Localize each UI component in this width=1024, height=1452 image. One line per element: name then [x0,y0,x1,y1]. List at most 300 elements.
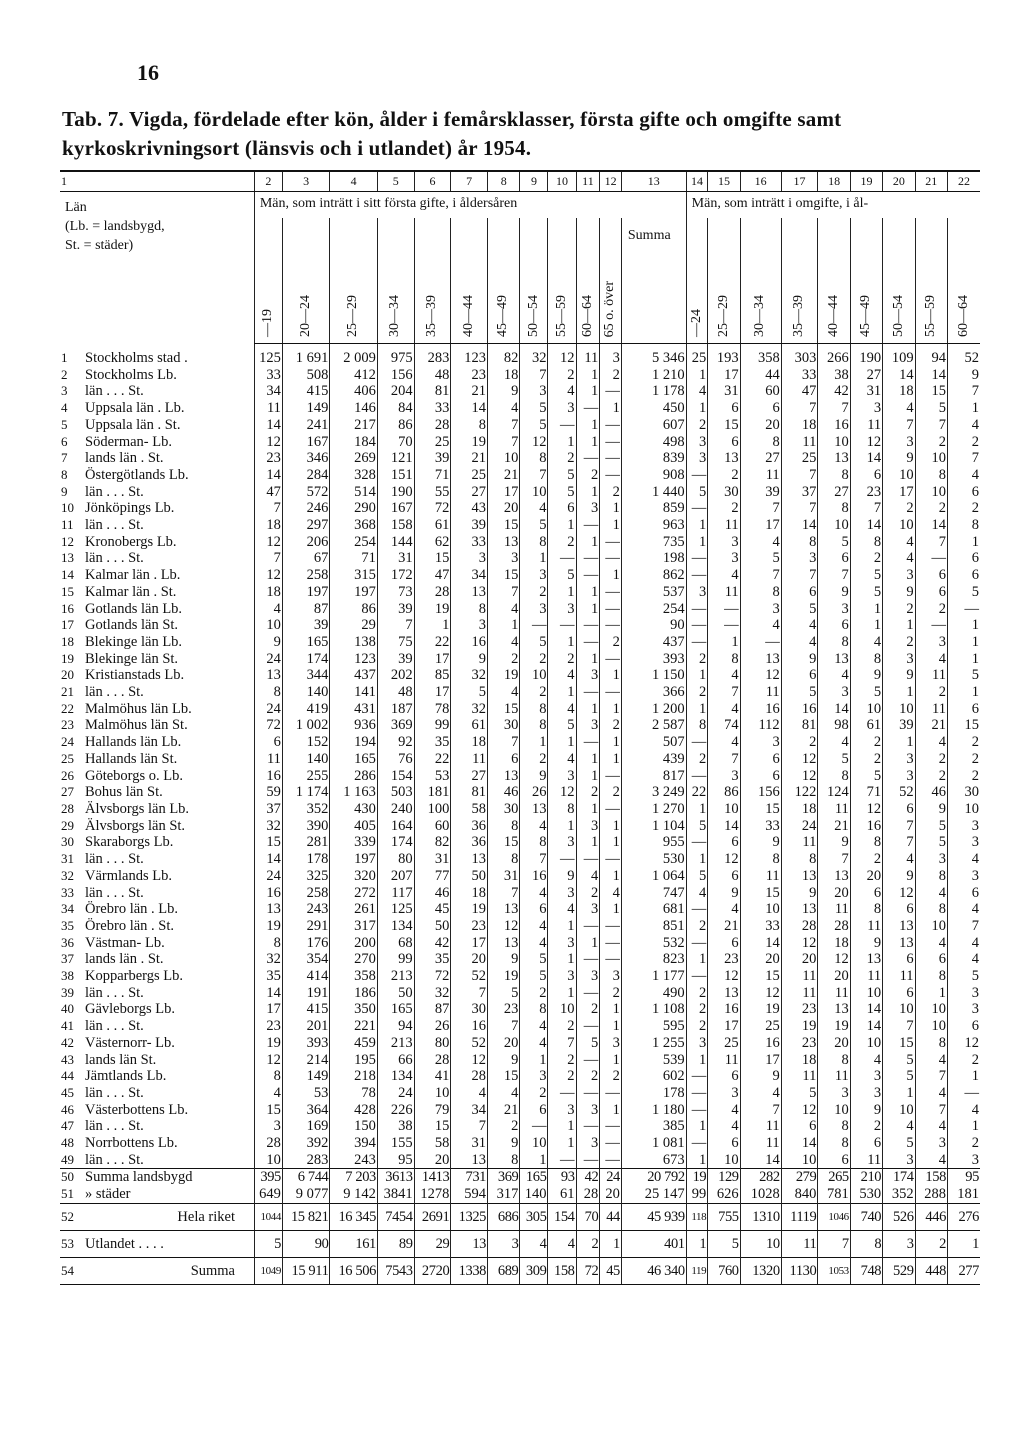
table-cell: — [576,617,600,634]
table-cell: 72 [254,717,282,734]
table-row [60,1001,980,1018]
table-cell: 21 [708,918,740,935]
table-cell: 7 [254,550,282,567]
table-cell: 2 [520,684,548,701]
column-number: 13 [621,171,686,192]
table-cell: 1 [686,1052,708,1069]
table-cell: 4 [548,667,576,684]
table-cell: 358 [740,344,781,367]
table-cell: 6 [947,484,980,501]
row-label [60,584,254,601]
table-cell: 283 [282,1152,330,1169]
table-cell: 936 [330,717,378,734]
table-cell: 4 [915,1152,947,1169]
table-row [60,868,980,885]
table-cell: 9 [740,1068,781,1085]
table-cell: — [947,601,980,618]
table-cell: 2 [686,684,708,701]
table-cell: 3 [520,601,548,618]
table-row [60,1102,980,1119]
table-cell: 3 [850,400,882,417]
row-number: 43 [61,1051,74,1067]
table-cell: 390 [282,818,330,835]
table-cell: 12 [781,1102,818,1119]
table-cell: 490 [621,985,686,1002]
table-cell: 7 [947,383,980,400]
table-cell: 10 [818,1102,850,1119]
table-cell: 35 [254,968,282,985]
table-cell: 164 [377,818,414,835]
table-cell: 72 [414,500,451,517]
table-cell: 11 [850,918,882,935]
table-cell: 2 [520,651,548,668]
table-cell: 94 [915,344,947,367]
table-cell: 12 [850,801,882,818]
table-cell: 392 [282,1135,330,1152]
region-name: Summa landsbygd [85,1169,193,1186]
table-cell: 197 [282,584,330,601]
table-cell: 7 [818,1230,850,1257]
row-label [60,985,254,1002]
table-cell: 1 [947,684,980,701]
table-cell: 14 [254,851,282,868]
table-cell: 4 [818,734,850,751]
age-label: 40—44 [460,295,476,337]
age-label: 60—64 [579,295,595,337]
table-cell: 8 [451,601,488,618]
table-cell: 32 [414,985,451,1002]
table-cell: 17 [708,1018,740,1035]
age-label: 50—54 [890,295,906,337]
table-cell: 428 [330,1102,378,1119]
table-cell: 7 [451,1118,488,1135]
table-cell: 5 [576,1035,600,1052]
table-cell: 25 [781,450,818,467]
table-cell: 2 [488,1118,520,1135]
age-label: 60—64 [955,295,971,337]
table-cell: 27 [850,367,882,384]
table-cell: 48 [414,367,451,384]
column-number: 16 [740,171,781,192]
table-cell: 5 [520,634,548,651]
table-cell: 1119 [781,1203,818,1230]
table-cell: 17 [708,367,740,384]
table-cell: 7 [254,500,282,517]
table-row [60,885,980,902]
region-name: län . . . St. [85,483,144,500]
table-cell: 1049 [254,1257,282,1284]
table-cell: 2 [488,651,520,668]
table-cell: 210 [850,1169,882,1186]
table-cell: 282 [740,1169,781,1186]
table-cell: 155 [377,1135,414,1152]
table-cell: 5 346 [621,344,686,367]
table-cell: 119 [686,1257,708,1284]
table-cell: 1 [548,818,576,835]
age-label: 40—44 [825,295,841,337]
table-cell: 152 [282,734,330,751]
table-cell: 8 [818,768,850,785]
table-cell: 39 [740,484,781,501]
table-cell: 1 104 [621,818,686,835]
table-cell: 10 [850,985,882,1002]
table-cell: 4 [708,901,740,918]
table-cell: 197 [330,851,378,868]
table-cell: 39 [414,450,451,467]
table-cell: 10 [915,1001,947,1018]
table-cell: 4 [947,467,980,484]
table-cell: 1 [600,567,622,584]
table-cell: 4 [488,601,520,618]
table-cell: 8 [850,651,882,668]
table-cell: 13 [488,534,520,551]
table-cell: 6 [883,985,915,1002]
table-cell: 1 [947,534,980,551]
table-cell: 50 [377,985,414,1002]
table-cell: 5 [520,951,548,968]
table-cell: 9 [488,951,520,968]
table-cell: 11 [708,517,740,534]
table-cell: 7 [915,1068,947,1085]
table-cell: 4 [850,634,882,651]
row-number: 4 [61,400,68,416]
table-row [60,684,980,701]
table-cell: 406 [330,383,378,400]
column-number: 12 [600,171,622,192]
table-cell: 5 [740,550,781,567]
table-cell: 305 [520,1203,548,1230]
table-cell: 72 [576,1257,600,1284]
table-cell: 184 [330,434,378,451]
table-cell: 12 [254,534,282,551]
table-cell: 9 [883,868,915,885]
table-cell: 3 [850,1068,882,1085]
table-cell: 3 [600,968,622,985]
table-cell: 22 [414,751,451,768]
table-cell: 28 [781,918,818,935]
table-cell: 4 [947,1102,980,1119]
table-cell: 1 [947,400,980,417]
table-cell: 11 [254,751,282,768]
table-cell: 431 [330,701,378,718]
table-cell: 4 [520,500,548,517]
table-cell: 67 [282,550,330,567]
table-cell: 1 [548,734,576,751]
table-cell: 4 [488,400,520,417]
table-cell: 2 [850,1118,882,1135]
group-header-remarriage: Män, som inträtt i omgifte, i ål- [686,192,980,219]
table-cell: 5 [520,517,548,534]
table-row [60,985,980,1002]
table-cell: 8 [740,851,781,868]
row-number: 30 [61,834,74,850]
table-cell: 15 [740,885,781,902]
table-row [60,851,980,868]
table-cell: 22 [686,784,708,801]
table-cell: 5 [520,417,548,434]
region-name: Blekinge län Lb. [85,633,183,650]
table-cell: 5 [254,1230,282,1257]
table-cell: 17 [254,1001,282,1018]
row-label [60,834,254,851]
table-cell: — [600,383,622,400]
table-cell: 9 [883,450,915,467]
table-cell: 15 [488,517,520,534]
table-cell: 78 [330,1085,378,1102]
table-cell: 11 [740,1135,781,1152]
table-cell: — [600,851,622,868]
table-cell: 4 [915,935,947,952]
table-cell: 3 [883,567,915,584]
table-cell: 1 [600,1102,622,1119]
table-cell: 3613 [377,1169,414,1186]
row-number: 20 [61,667,74,683]
table-cell: — [520,1118,548,1135]
table-cell: 31 [850,383,882,400]
table-cell: 1 440 [621,484,686,501]
table-row [60,1118,980,1135]
age-header [915,218,947,344]
table-cell: 138 [330,634,378,651]
table-cell: 13 [818,1001,850,1018]
table-cell: 10 [548,1001,576,1018]
table-cell: — [915,617,947,634]
table-row [60,517,980,534]
table-cell: 117 [377,885,414,902]
table-cell: 459 [330,1035,378,1052]
table-cell: 3 [686,584,708,601]
table-cell: 23 [781,1001,818,1018]
table-cell: 13 [883,918,915,935]
table-row [60,400,980,417]
table-cell: 6 [708,434,740,451]
table-cell: 6 [850,467,882,484]
table-cell: 46 [414,885,451,902]
table-cell: 5 [451,684,488,701]
table-cell: 6 [947,550,980,567]
table-cell: — [708,601,740,618]
table-cell: 8 [708,651,740,668]
table-cell: 1 [947,1118,980,1135]
table-cell: 5 [686,868,708,885]
table-cell: 11 [576,344,600,367]
table-cell: 1 [576,834,600,851]
table-cell: 16 [520,868,548,885]
table-cell: 181 [947,1186,980,1203]
table-cell: 817 [621,768,686,785]
table-cell: 4 [947,851,980,868]
table-cell: 81 [451,784,488,801]
table-cell: 32 [451,667,488,684]
table-cell: 6 [818,617,850,634]
table-cell: 1 [947,651,980,668]
table-cell: 4 [947,951,980,968]
table-cell: 8 [818,1135,850,1152]
table-cell: 241 [282,417,330,434]
table-cell: 6 [915,584,947,601]
table-cell: 24 [781,818,818,835]
table-cell: 2 [686,651,708,668]
table-row [60,951,980,968]
table-cell: 213 [377,1035,414,1052]
table-cell: 1 [600,1018,622,1035]
table-cell: 9 [451,651,488,668]
table-cell: 21 [915,717,947,734]
region-name: län . . . St. [85,851,144,868]
table-cell: 13 [451,1230,488,1257]
table-cell: 3 [947,868,980,885]
table-cell: — [600,434,622,451]
row-number: 19 [61,650,74,666]
table-cell: 7 [488,734,520,751]
table-cell: — [686,550,708,567]
table-cell: 10 [818,434,850,451]
row-number: 37 [61,951,74,967]
table-cell: — [686,1068,708,1085]
table-cell: — [548,1152,576,1169]
table-cell: 4 [947,901,980,918]
table-cell: 594 [451,1186,488,1203]
table-cell: — [686,1085,708,1102]
table-cell: 13 [883,935,915,952]
table-cell: — [947,1085,980,1102]
table-cell: 13 [740,651,781,668]
table-row [60,1230,980,1257]
region-name: Kronobergs Lb. [85,533,177,550]
table-cell: 10 [850,701,882,718]
table-cell: 18 [488,367,520,384]
table-cell: 8 [548,801,576,818]
table-cell: 7 [740,1102,781,1119]
table-cell: 14 [254,985,282,1002]
table-cell: 28 [414,1052,451,1069]
table-cell: 1 [548,517,576,534]
table-cell: 1320 [740,1257,781,1284]
table-cell: 7454 [377,1203,414,1230]
table-cell: 2 [850,851,882,868]
table-cell: 151 [377,467,414,484]
table-cell: 53 [414,768,451,785]
table-cell: 1 [600,868,622,885]
table-cell: 5 [850,684,882,701]
table-cell: 20 [600,1186,622,1203]
table-cell: 7 [818,851,850,868]
table-cell: 34 [451,1102,488,1119]
table-cell: 4 [520,818,548,835]
table-cell: 204 [377,383,414,400]
table-cell: 2 [883,634,915,651]
table-cell: 9 [520,768,548,785]
table-cell: 25 [451,467,488,484]
table-cell: 81 [414,383,451,400]
table-row [60,1169,980,1186]
table-cell: 9 [850,1102,882,1119]
row-number: 1 [61,349,68,365]
table-cell: 18 [451,734,488,751]
table-cell: 352 [883,1186,915,1203]
table-cell: 100 [414,801,451,818]
table-cell: 286 [330,768,378,785]
table-cell: 23 [451,367,488,384]
table-cell: 5 [818,751,850,768]
table-cell: 24 [254,868,282,885]
table-cell: 165 [282,634,330,651]
table-cell: 4 [708,667,740,684]
table-row [60,534,980,551]
table-cell: 350 [330,1001,378,1018]
table-cell: 1310 [740,1203,781,1230]
table-cell: 21 [488,1102,520,1119]
table-cell: 3841 [377,1186,414,1203]
table-cell: 415 [282,383,330,400]
table-cell: 3 [883,651,915,668]
table-cell: 4 [883,1118,915,1135]
table-cell: 2 [576,1230,600,1257]
table-cell: 42 [576,1169,600,1186]
row-label [60,467,254,484]
age-label: 25—29 [715,295,731,337]
table-cell: 8 [850,534,882,551]
column-number: 19 [850,171,882,192]
table-cell: 35 [414,734,451,751]
table-cell: 419 [282,701,330,718]
table-cell: 8 [947,517,980,534]
table-cell: 6 [883,951,915,968]
table-cell: 1 [548,985,576,1002]
table-cell: 395 [254,1169,282,1186]
table-cell: 5 [488,985,520,1002]
table-cell: 1 [548,1135,576,1152]
table-cell: 4 [781,634,818,651]
table-cell: 43 [451,500,488,517]
table-cell: 4 [708,1102,740,1119]
table-cell: 3 [548,601,576,618]
table-cell: 23 [850,484,882,501]
table-cell: 7 [377,617,414,634]
table-cell: 17 [488,484,520,501]
row-label [60,784,254,801]
table-cell: 526 [883,1203,915,1230]
row-number: 13 [61,550,74,566]
table-cell: 437 [330,667,378,684]
table-cell: 1 [883,1085,915,1102]
table-cell: 3 [576,667,600,684]
table-cell: 11 [254,400,282,417]
table-cell: 2 [915,434,947,451]
table-cell: 15 [488,567,520,584]
table-row [60,500,980,517]
table-cell: 165 [377,1001,414,1018]
table-cell: 37 [254,801,282,818]
table-cell: 45 939 [621,1203,686,1230]
table-cell: 1 [548,1118,576,1135]
table-cell: — [576,1085,600,1102]
table-cell: 46 [488,784,520,801]
table-cell: — [576,517,600,534]
table-cell: 71 [850,784,882,801]
column-number: 17 [781,171,818,192]
row-number: 25 [61,750,74,766]
table-cell: 3 [883,768,915,785]
table-cell: 2 [548,651,576,668]
age-label: 30—34 [387,295,403,337]
region-name: Stockholms Lb. [85,366,177,383]
table-cell: 24 [254,651,282,668]
region-name: Östergötlands Lb. [85,466,189,483]
table-cell: 3 [576,717,600,734]
row-label [60,434,254,451]
table-cell: 1338 [451,1257,488,1284]
